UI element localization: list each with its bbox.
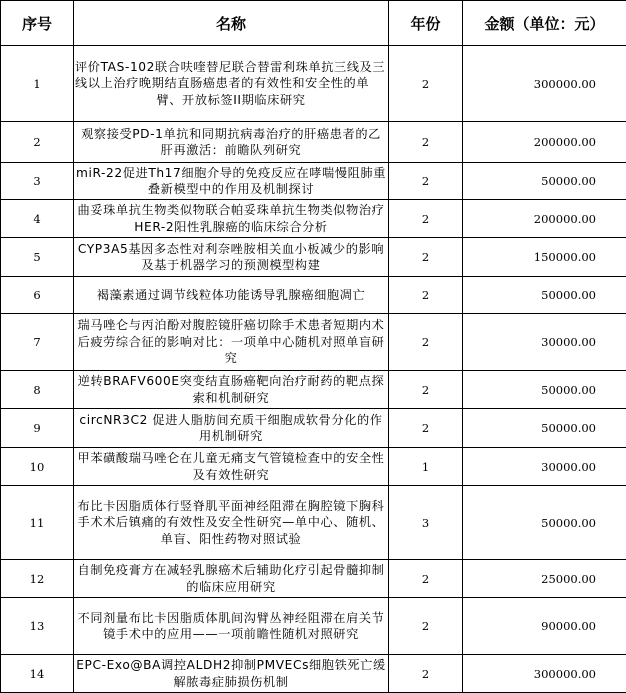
- cell-index: 5: [1, 238, 74, 277]
- cell-index: 4: [1, 200, 74, 238]
- cell-years: 2: [389, 314, 463, 371]
- cell-years: 3: [389, 486, 463, 560]
- table-row: [1, 122, 626, 163]
- cell-years: 2: [389, 277, 463, 314]
- table-row: [1, 277, 626, 314]
- cell-years: 2: [389, 163, 463, 200]
- cell-index: 8: [1, 371, 74, 409]
- cell-amount: 200000.00: [463, 200, 626, 238]
- cell-name: 观察接受PD-1单抗和同期抗病毒治疗的肝癌患者的乙肝再激活：前瞻队列研究: [74, 122, 389, 163]
- cell-amount: 200000.00: [463, 122, 626, 163]
- table-row: [1, 163, 626, 200]
- table-row: [1, 46, 626, 122]
- cell-index: 12: [1, 560, 74, 598]
- cell-name: CYP3A5基因多态性对利奈唑胺相关血小板减少的影响及基于机器学习的预测模型构建: [74, 238, 389, 277]
- cell-name: 不同剂量布比卡因脂质体肌间沟臂丛神经阻滞在肩关节镜手术中的应用——一项前瞻性随机对照研究: [74, 598, 389, 655]
- cell-index: 10: [1, 448, 74, 486]
- table-row: [1, 238, 626, 277]
- cell-amount: 25000.00: [463, 560, 626, 598]
- table-row: [1, 655, 626, 693]
- table-row: [1, 598, 626, 655]
- cell-amount: 90000.00: [463, 598, 626, 655]
- cell-index: 13: [1, 598, 74, 655]
- cell-name: 甲苯磺酸瑞马唑仑在儿童无痛支气管镜检查中的安全性及有效性研究: [74, 448, 389, 486]
- header-amount: 金额（单位：元）: [463, 1, 626, 46]
- cell-amount: 50000.00: [463, 163, 626, 200]
- table-row: [1, 486, 626, 560]
- cell-amount: 300000.00: [463, 46, 626, 122]
- cell-years: 2: [389, 409, 463, 448]
- cell-index: 14: [1, 655, 74, 693]
- cell-amount: 50000.00: [463, 277, 626, 314]
- cell-amount: 50000.00: [463, 371, 626, 409]
- cell-amount: 30000.00: [463, 314, 626, 371]
- cell-years: 2: [389, 122, 463, 163]
- table-row: [1, 200, 626, 238]
- cell-name: 评价TAS-102联合呋喹替尼联合替雷利珠单抗三线及三线以上治疗晚期结直肠癌患者的有效性和安全性的单臂、开放标签II期临床研究: [74, 46, 389, 122]
- cell-name: 褐藻素通过调节线粒体功能诱导乳腺癌细胞凋亡: [74, 277, 389, 314]
- header-row: [1, 1, 626, 46]
- cell-years: 2: [389, 598, 463, 655]
- table-row: [1, 409, 626, 448]
- cell-name: 瑞马唑仑与丙泊酚对腹腔镜肝癌切除手术患者短期内术后疲劳综合征的影响对比：一项单中心随机对照单盲研究: [74, 314, 389, 371]
- cell-amount: 300000.00: [463, 655, 626, 693]
- cell-index: 2: [1, 122, 74, 163]
- cell-index: 9: [1, 409, 74, 448]
- cell-years: 2: [389, 560, 463, 598]
- cell-name: 逆转BRAFV600E突变结直肠癌靶向治疗耐药的靶点探索和机制研究: [74, 371, 389, 409]
- header-name: 名称: [74, 1, 389, 46]
- cell-index: 3: [1, 163, 74, 200]
- cell-amount: 50000.00: [463, 486, 626, 560]
- table-row: [1, 448, 626, 486]
- cell-name: EPC-Exo@BA调控ALDH2抑制PMVECs细胞铁死亡缓解脓毒症肺损伤机制: [74, 655, 389, 693]
- cell-years: 2: [389, 46, 463, 122]
- cell-amount: 50000.00: [463, 409, 626, 448]
- table-row: [1, 371, 626, 409]
- cell-years: 2: [389, 238, 463, 277]
- cell-amount: 30000.00: [463, 448, 626, 486]
- cell-name: 布比卡因脂质体行竖脊肌平面神经阻滞在胸腔镜下胸科手术术后镇痛的有效性及安全性研究—单中心、随机、单盲、阳性药物对照试验: [74, 486, 389, 560]
- cell-name: 自制免疫膏方在减轻乳腺癌术后辅助化疗引起骨髓抑制的临床应用研究: [74, 560, 389, 598]
- cell-index: 1: [1, 46, 74, 122]
- cell-years: 1: [389, 448, 463, 486]
- cell-years: 2: [389, 200, 463, 238]
- cell-index: 6: [1, 277, 74, 314]
- cell-name: 曲妥珠单抗生物类似物联合帕妥珠单抗生物类似物治疗HER-2阳性乳腺癌的临床综合分析: [74, 200, 389, 238]
- cell-years: 2: [389, 371, 463, 409]
- table-row: [1, 560, 626, 598]
- cell-name: miR-22促进Th17细胞介导的免疫反应在哮喘慢阻肺重叠新模型中的作用及机制探讨: [74, 163, 389, 200]
- cell-amount: 150000.00: [463, 238, 626, 277]
- cell-index: 7: [1, 314, 74, 371]
- cell-years: 2: [389, 655, 463, 693]
- cell-name: circNR3C2 促进人脂肪间充质干细胞成软骨分化的作用机制研究: [74, 409, 389, 448]
- table-row: [1, 314, 626, 371]
- header-years: 年份: [389, 1, 463, 46]
- cell-index: 11: [1, 486, 74, 560]
- header-index: 序号: [1, 1, 74, 46]
